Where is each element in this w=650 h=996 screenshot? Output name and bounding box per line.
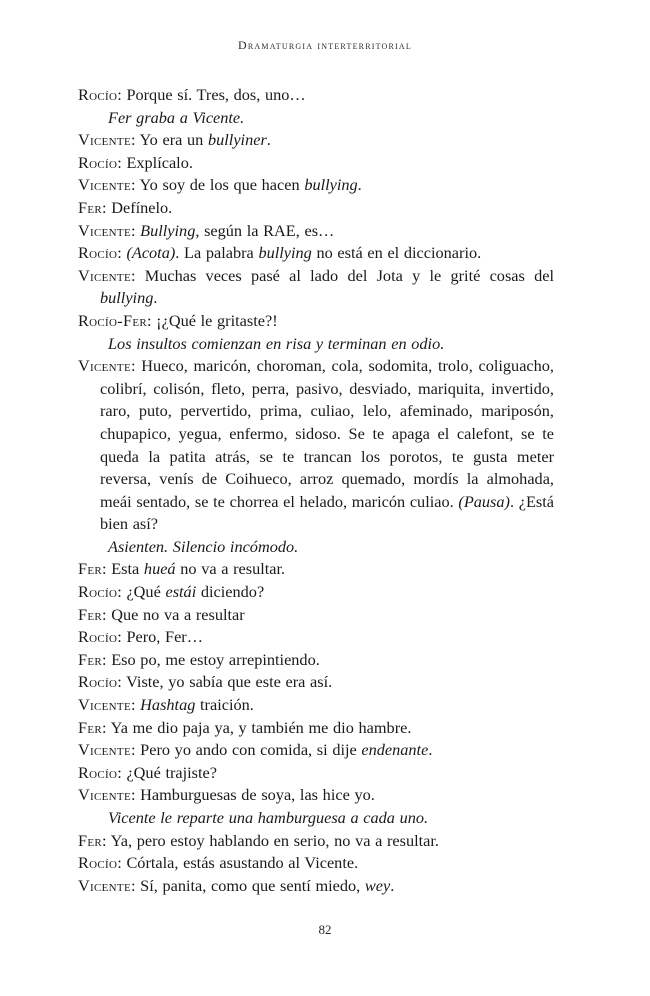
speaker-name: Rocío-Fer — [78, 310, 147, 330]
dialogue-line — [78, 649, 554, 672]
italic-text: Hashtag — [140, 695, 196, 715]
line-text: : ¿Qué — [117, 582, 166, 602]
line-text: . ¿Está bien así? — [100, 491, 554, 534]
italic-text: bullyiner — [208, 130, 267, 150]
line-text: : — [117, 243, 127, 263]
line-text: : Esta — [102, 559, 144, 579]
dialogue-line — [78, 242, 554, 265]
line-text: : Eso po, me estoy arrepintiendo. — [102, 649, 320, 669]
dialogue-line — [78, 558, 554, 581]
speaker-name: Rocío — [78, 762, 118, 782]
stage-direction — [78, 807, 554, 830]
dialogue-line — [78, 152, 554, 175]
dialogue-line — [78, 875, 554, 898]
dialogue-line — [78, 671, 554, 694]
speaker-name: Vicente — [78, 130, 131, 150]
stage-direction — [78, 107, 554, 130]
line-text: Los insultos comienzan en risa y terminan en odio. — [108, 333, 445, 353]
line-text: : Muchas veces pasé al lado del Jota y le grité cosas del — [130, 265, 554, 285]
line-text: no va a resultar. — [175, 559, 286, 579]
italic-text: endenante — [361, 740, 429, 760]
line-text: . — [153, 288, 158, 308]
dialogue-line — [78, 852, 554, 875]
speaker-name: Vicente — [78, 875, 131, 895]
line-text: : Defínelo. — [102, 197, 173, 217]
speaker-name: Rocío — [78, 85, 118, 104]
speaker-name: Fer — [78, 559, 103, 579]
speaker-name: Rocío — [78, 672, 118, 692]
italic-text: (Acota) — [126, 243, 176, 263]
dialogue-line — [78, 174, 554, 197]
line-text: no está en el diccionario. — [311, 243, 482, 263]
italic-text: hueá — [143, 559, 176, 579]
running-header: Dramaturgia interterritorial — [238, 38, 412, 52]
line-text: : Hueco, maricón, choroman, cola, sodomita, trolo, coliguacho, colibrí, colisón, fleto, perra, pasivo, desviado, mariquita, invertido, raro, puto, pervertido, prima, culiao, lelo, afeminado, mariposón, chupapico, yegua, enfermo, sidoso. Se te apaga el calefont, se te queda la patita atrás, se te trancan los porotos, te gusta meter reversa, venís de Coihueco, arroz quemado, mordís la almohada, meái sentado, se te chorrea el helado, maricón culiao. — [100, 356, 554, 511]
line-text: . — [390, 875, 395, 895]
line-text: Asienten. Silencio incómodo. — [108, 536, 299, 556]
line-text: . — [428, 740, 433, 760]
line-text: , según la RAE, es… — [195, 220, 335, 240]
italic-text: (Pausa) — [458, 491, 510, 511]
line-text: Fer graba a Vicente. — [108, 107, 245, 127]
dialogue-line — [78, 265, 554, 310]
italic-text: estái — [165, 582, 197, 602]
dialogue-line — [78, 604, 554, 627]
dialogue-line — [78, 310, 554, 333]
line-text: : Que no va a resultar — [102, 604, 245, 624]
line-text: traición. — [195, 695, 254, 715]
dialogue-line — [78, 830, 554, 853]
speaker-name: Vicente — [78, 220, 131, 240]
italic-text: bullying — [258, 243, 312, 263]
line-text: . — [357, 175, 362, 195]
dialogue-line — [78, 717, 554, 740]
speaker-name: Rocío — [78, 152, 118, 172]
line-text: : ¿Qué trajiste? — [117, 762, 217, 782]
line-text: : ¡¿Qué le gritaste?! — [146, 310, 278, 330]
speaker-name: Fer — [78, 717, 103, 737]
dialogue-line — [78, 762, 554, 785]
line-text: : Pero, Fer… — [117, 627, 204, 647]
line-text: : Pero yo ando con comida, si dije — [130, 740, 362, 760]
dialogue-line — [78, 694, 554, 717]
line-text: . La palabra — [175, 243, 259, 263]
line-text: diciendo? — [196, 582, 265, 602]
line-text: : Hamburguesas de soya, las hice yo. — [130, 785, 375, 805]
line-text: : Yo soy de los que hacen — [130, 175, 305, 195]
speaker-name: Rocío — [78, 582, 118, 602]
page-number: 82 — [318, 922, 332, 937]
dialogue-line — [78, 581, 554, 604]
line-text: : Ya me dio paja ya, y también me dio hambre. — [102, 717, 412, 737]
speaker-name: Rocío — [78, 243, 118, 263]
speaker-name: Fer — [78, 604, 103, 624]
speaker-name: Fer — [78, 830, 103, 850]
speaker-name: Fer — [78, 197, 103, 217]
speaker-name: Rocío — [78, 627, 118, 647]
dialogue-line — [78, 220, 554, 243]
speaker-name: Vicente — [78, 740, 131, 760]
line-text: . — [266, 130, 271, 150]
line-text: : — [130, 695, 141, 715]
line-text: : — [130, 220, 141, 240]
stage-direction — [78, 333, 554, 356]
dialogue-line — [78, 197, 554, 220]
speaker-name: Fer — [78, 649, 103, 669]
line-text: : Yo era un — [130, 130, 208, 150]
line-text: Vicente le reparte una hamburguesa a cada uno. — [108, 808, 429, 827]
dialogue-line — [78, 84, 554, 107]
dialogue-line — [78, 784, 554, 807]
dialogue-line — [78, 739, 554, 762]
speaker-name: Vicente — [78, 785, 131, 805]
line-text: : Sí, panita, como que sentí miedo, — [130, 875, 365, 895]
speaker-name: Vicente — [78, 695, 131, 715]
line-text: : Explícalo. — [117, 152, 193, 172]
italic-text: bullying — [100, 288, 154, 308]
line-text: : Viste, yo sabía que este era así. — [117, 672, 333, 692]
speaker-name: Vicente — [78, 265, 131, 285]
line-text: : Porque sí. Tres, dos, uno… — [117, 85, 306, 104]
line-text: : Córtala, estás asustando al Vicente. — [117, 853, 359, 873]
line-text: : Ya, pero estoy hablando en serio, no va a resultar. — [102, 830, 439, 850]
speaker-name: Vicente — [78, 356, 131, 376]
play-text — [78, 84, 554, 897]
speaker-name: Rocío — [78, 853, 118, 873]
dialogue-line — [78, 355, 554, 536]
italic-text: Bullying — [140, 220, 196, 240]
italic-text: wey — [364, 875, 391, 895]
dialogue-line — [78, 626, 554, 649]
speaker-name: Vicente — [78, 175, 131, 195]
italic-text: bullying — [304, 175, 358, 195]
stage-direction — [78, 536, 554, 559]
dialogue-line — [78, 129, 554, 152]
